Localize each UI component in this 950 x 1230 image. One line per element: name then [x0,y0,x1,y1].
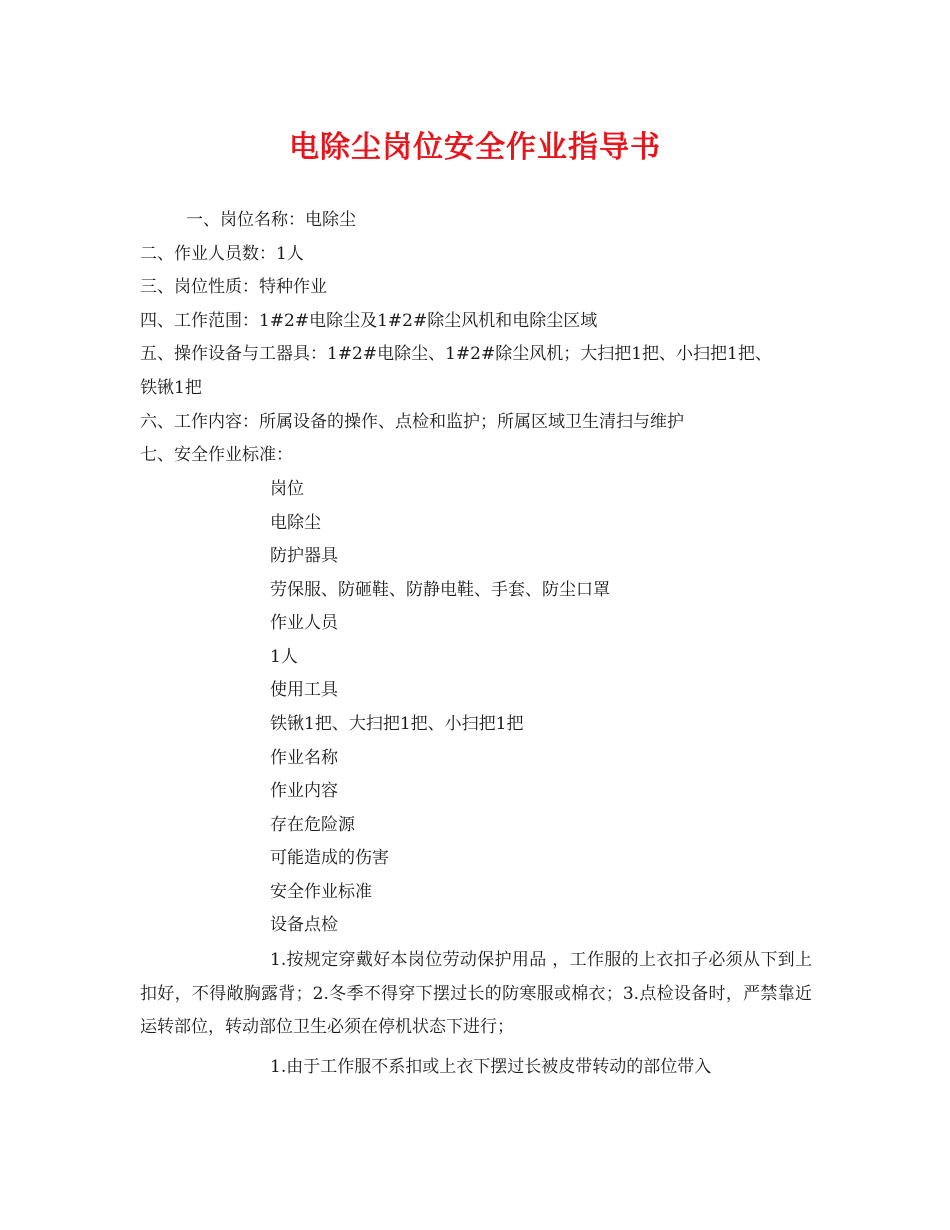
table-cell-tools-value: 铁锹1把、大扫把1把、小扫把1把 [270,714,524,734]
table-cell-post-value: 电除尘 [270,513,321,533]
item-equipment-tools: 五、操作设备与工器具：1#2#电除尘、1#2#除尘风机；大扫把1把、小扫把1把、 [140,344,772,364]
table-cell-tools-label: 使用工具 [270,680,338,700]
table-cell-staff-label: 作业人员 [270,613,338,633]
table-header-hazards: 存在危险源 [270,815,355,835]
item-work-scope: 四、工作范围：1#2#电除尘及1#2#除尘风机和电除尘区域 [140,311,598,331]
hazard-description-line: 1.由于工作服不系扣或上衣下摆过长被皮带转动的部位带入 [270,1057,712,1077]
table-header-safety-standard: 安全作业标准 [270,882,372,902]
document-title: 电除尘岗位安全作业指导书 [289,130,661,165]
item-staff-count: 二、作业人员数：1人 [140,244,304,264]
item-equipment-tools-cont: 铁锹1把 [140,378,202,398]
item-work-content: 六、工作内容：所属设备的操作、点检和监护；所属区域卫生清扫与维护 [140,412,684,432]
table-header-possible-injury: 可能造成的伤害 [270,848,389,868]
table-cell-equipment-inspection: 设备点检 [270,915,338,935]
item-post-nature: 三、岗位性质：特种作业 [140,277,327,297]
table-header-task-content: 作业内容 [270,781,338,801]
table-cell-ppe-value: 劳保服、防砸鞋、防静电鞋、手套、防尘口罩 [270,580,610,600]
table-cell-staff-value: 1人 [270,647,298,667]
safety-standard-paragraph: 1.按规定穿戴好本岗位劳动保护用品 ，工作服的上衣扣子必须从下到上扣好，不得敞胸露背；2.冬季不得穿下摆过长的防寒服或棉衣；3.点检设备时，严禁靠近运转部位，转动部位卫生必须在停机状态下进行； [140,950,812,1038]
table-cell-ppe-label: 防护器具 [270,546,338,566]
table-header-task-name: 作业名称 [270,748,338,768]
item-post-name: 一、岗位名称：电除尘 [186,210,356,230]
table-cell-post-label: 岗位 [270,479,304,499]
item-safety-standard-heading: 七、安全作业标准： [140,445,293,465]
